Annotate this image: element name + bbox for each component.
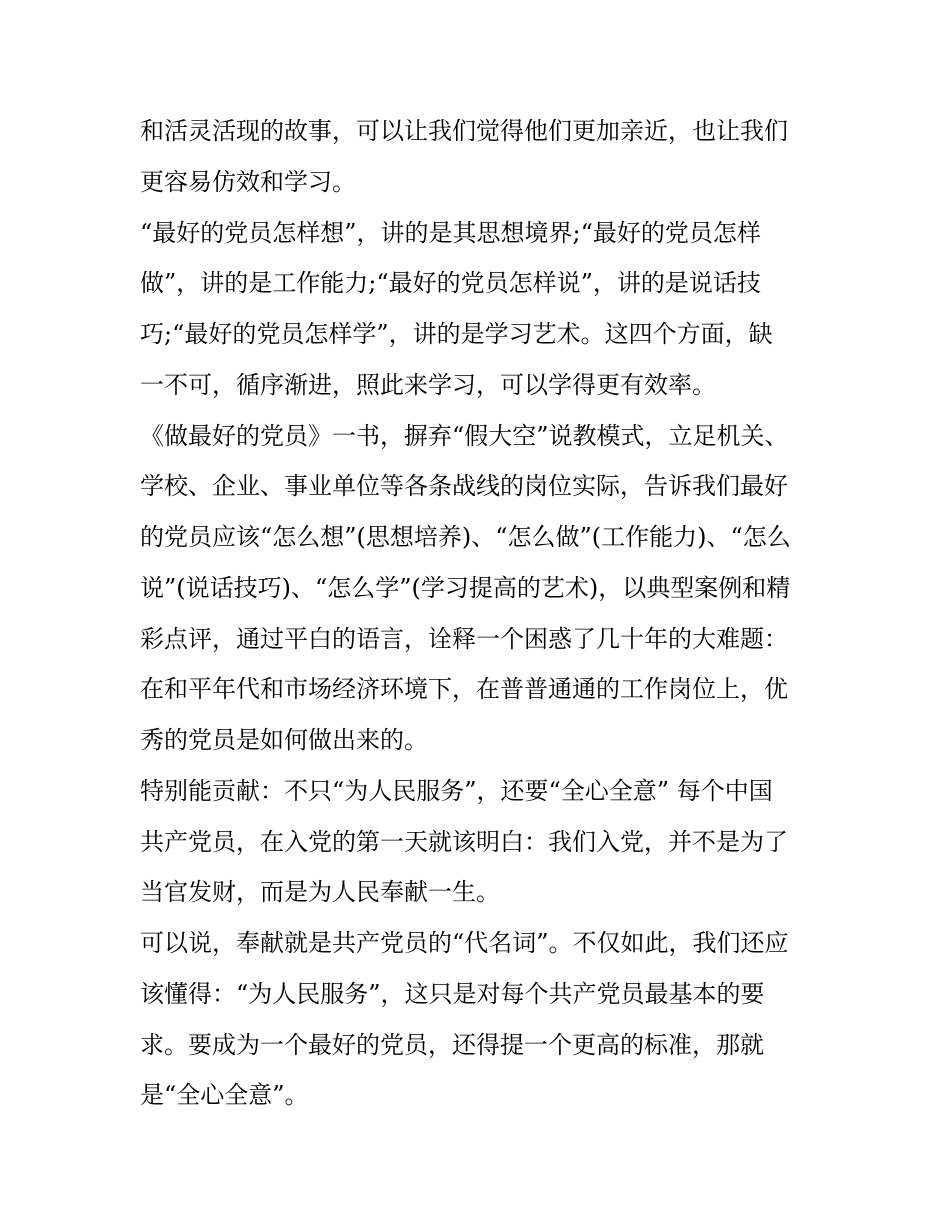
text-line: 该懂得：“为人民服务”，这只是对每个共产党员最基本的要 bbox=[140, 979, 765, 1008]
text-line: 是“全心全意”。 bbox=[140, 1081, 309, 1110]
text-line: 学校、企业、事业单位等各条战线的岗位实际，告诉我们最好 bbox=[140, 472, 788, 501]
text-line: 《做最好的党员》一书，摒弃“假大空”说教模式，立足机关、 bbox=[140, 421, 789, 450]
text-line: “最好的党员怎样想”，讲的是其思想境界;“最好的党员怎样 bbox=[140, 218, 761, 247]
text-line: 和活灵活现的故事，可以让我们觉得他们更加亲近，也让我们 bbox=[140, 117, 788, 145]
text-line: 的党员应该“怎么想”(思想培养)、“怎么做”(工作能力)、“怎么 bbox=[140, 523, 791, 551]
text-line: 求。要成为一个最好的党员，还得提一个更高的标准，那就 bbox=[140, 1030, 764, 1059]
text-line: 说”(说话技巧)、“怎么学”(学习提高的艺术)，以典型案例和精 bbox=[140, 573, 791, 602]
text-line: 彩点评，通过平白的语言，诠释一个困惑了几十年的大难题： bbox=[140, 624, 788, 653]
text-line: 秀的党员是如何做出来的。 bbox=[140, 726, 428, 754]
body-text bbox=[140, 106, 820, 1121]
text-line: 特别能贡献：不只“为人民服务”，还要“全心全意” 每个中国 bbox=[140, 776, 773, 805]
text-line: 做”，讲的是工作能力;“最好的党员怎样说”，讲的是说话技 bbox=[140, 269, 761, 298]
text-line: 当官发财，而是为人民奉献一生。 bbox=[140, 878, 500, 907]
text-line: 共产党员，在入党的第一天就该明白：我们入党，并不是为了 bbox=[140, 827, 788, 856]
text-line: 可以说，奉献就是共产党员的“代名词”。不仅如此，我们还应 bbox=[140, 929, 789, 957]
text-line: 更容易仿效和学习。 bbox=[140, 167, 356, 196]
text-line: 在和平年代和市场经济环境下，在普普通通的工作岗位上，优 bbox=[140, 675, 788, 704]
text-line: 一不可，循序渐进，照此来学习，可以学得更有效率。 bbox=[140, 370, 716, 399]
text-line: 巧;“最好的党员怎样学”，讲的是学习艺术。这四个方面，缺 bbox=[140, 320, 773, 348]
